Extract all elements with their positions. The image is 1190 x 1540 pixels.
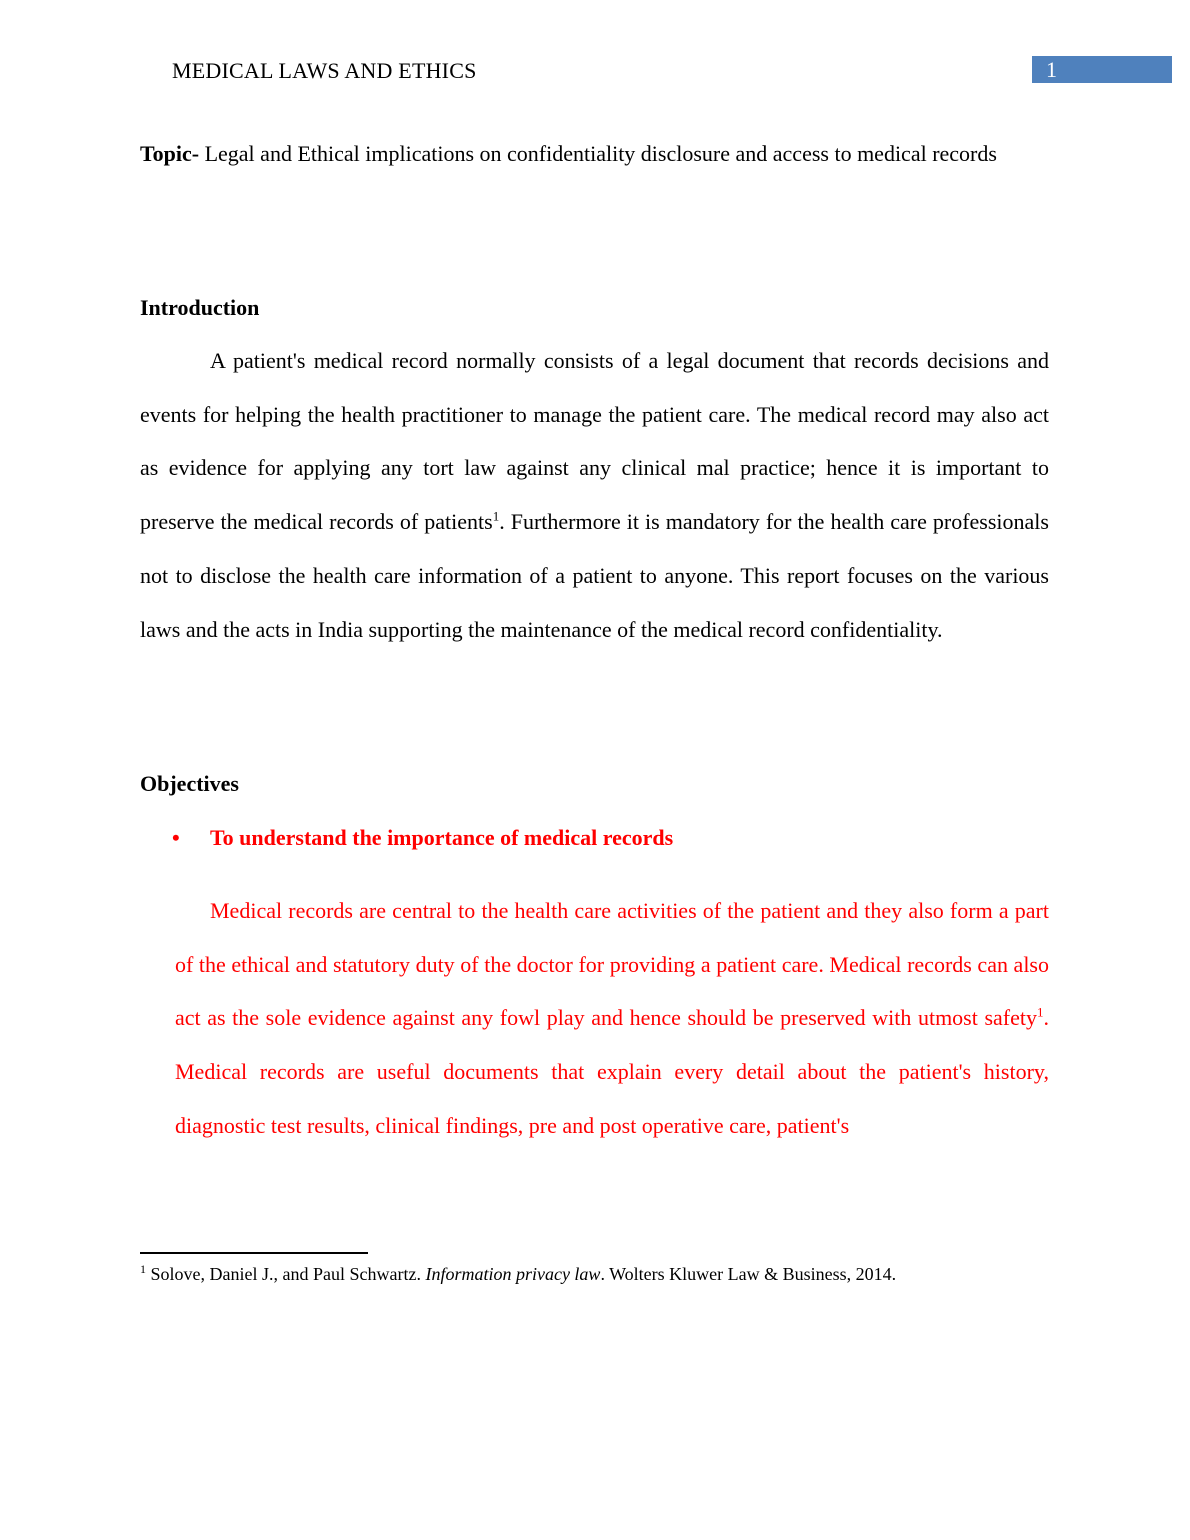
objective-text-part1: Medical records are central to the health care activities of the patient and they also form a part of the ethical and statutory duty of the doctor for providing a patient care. Medical records can also act as the sole evidence against any fowl play and hence should be preserved with utmost safety: [175, 898, 1049, 1031]
objective-paragraph: [175, 884, 1049, 1153]
footnote-number: 1: [140, 1262, 146, 1276]
footnote-separator: [140, 1252, 368, 1254]
topic-label: Topic-: [140, 141, 200, 166]
page-number: 1: [1046, 57, 1057, 82]
footnote-publisher: . Wolters Kluwer Law & Business, 2014.: [600, 1264, 897, 1284]
introduction-heading: Introduction: [140, 295, 260, 320]
introduction-paragraph: [140, 334, 1049, 656]
footnote: [140, 1262, 1090, 1286]
objective-text-part2: . Medical records are useful documents that explain every detail about the patient's history, diagnostic test results, clinical findings, pre and post operative care, patient's: [175, 1005, 1049, 1138]
intro-text-part2: . Furthermore it is mandatory for the health care professionals not to disclose the health care information of a patient to anyone. This report focuses on the various laws and the acts in India supporting the maintenance of the medical record confidentiality.: [140, 509, 1049, 642]
topic-text: Legal and Ethical implications on confidentiality disclosure and access to medical records: [199, 141, 997, 166]
intro-text-part1: A patient's medical record normally consists of a legal document that records decisions and events for helping the health practitioner to manage the patient care. The medical record may also act as evidence for applying any tort law against any clinical mal practice; hence it is important to preserve the medical records of patients: [140, 348, 1049, 535]
objective-title: To understand the importance of medical records: [210, 825, 674, 850]
footnote-authors: Solove, Daniel J., and Paul Schwartz.: [146, 1264, 426, 1284]
footnote-ref[interactable]: 1: [492, 508, 500, 524]
footnote-ref[interactable]: 1: [1037, 1005, 1044, 1021]
page-number-box: [1032, 56, 1172, 83]
footnote-title: Information privacy law: [425, 1264, 601, 1284]
bullet-icon: •: [172, 825, 180, 850]
running-header: MEDICAL LAWS AND ETHICS: [172, 58, 477, 83]
objectives-heading: Objectives: [140, 771, 239, 796]
topic-paragraph: [140, 127, 1049, 181]
